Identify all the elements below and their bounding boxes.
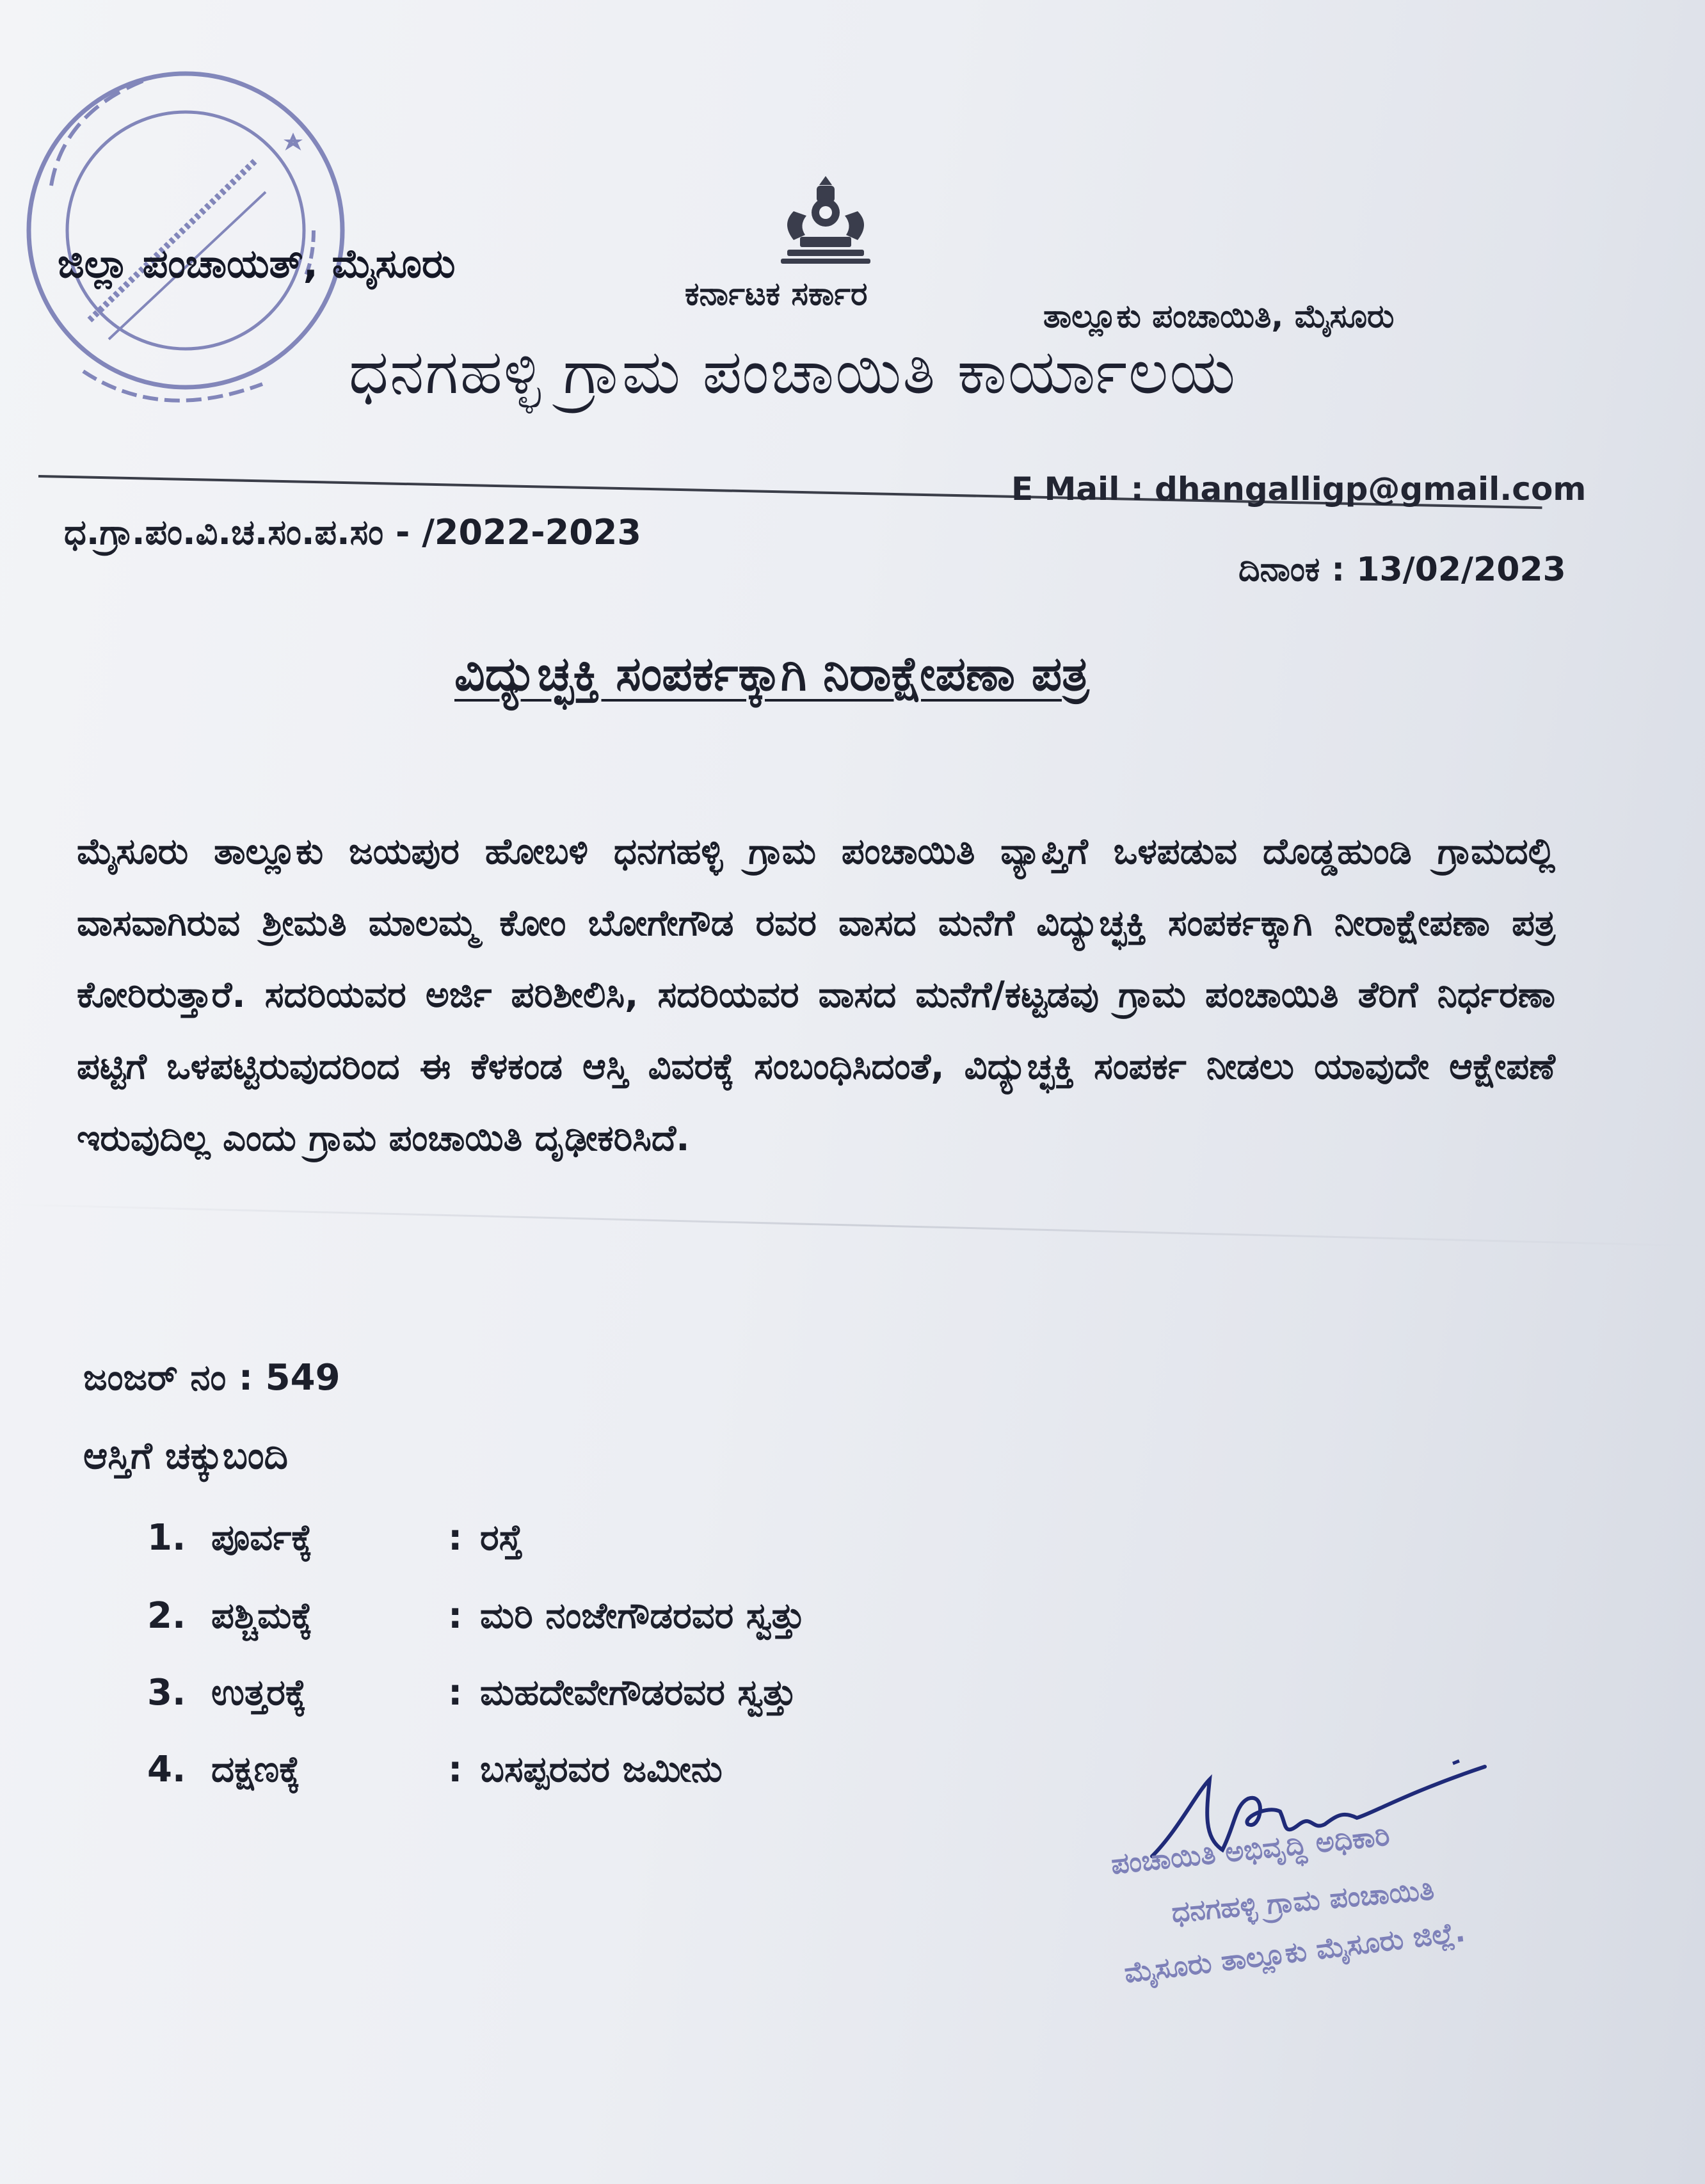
boundary-row-west xyxy=(147,1595,805,1637)
boundary-row-east xyxy=(147,1517,522,1559)
boundaries-title: ಆಸ್ತಿಗೆ ಚಕ್ಕುಬಂದಿ xyxy=(83,1434,288,1477)
zilla-panchayat-heading: ಜಿಲ್ಲಾ ಪಂಚಾಯತ್, ಮೈಸೂರು xyxy=(58,240,456,287)
handwritten-signature xyxy=(1139,1754,1498,1895)
boundary-separator: : xyxy=(448,1672,463,1714)
office-title: ಧನಗಹಳ್ಳಿ ಗ್ರಾಮ ಪಂಚಾಯಿತಿ ಕಾರ್ಯಾಲಯ xyxy=(349,336,1237,408)
boundary-direction: ದಕ್ಷಣಕ್ಕೆ xyxy=(211,1749,300,1790)
letter-date: ದಿನಾಂಕ : 13/02/2023 xyxy=(1238,550,1566,589)
seal-designation: ಪಂಚಾಯಿತಿ ಅಭಿವೃದ್ಧಿ ಅಧಿಕಾರಿ xyxy=(1109,1819,1391,1881)
letter-subject: ವಿದ್ಯುಚ್ಛಕ್ತಿ ಸಂಪರ್ಕಕ್ಕಾಗಿ ನಿರಾಕ್ಷೇಪಣಾ ಪತ್ರ xyxy=(454,646,1089,702)
government-heading: ಕರ್ನಾಟಕ ಸರ್ಕಾರ xyxy=(685,275,868,312)
boundary-value: ಮರಿ ನಂಜೇಗೌಡರವರ ಸ್ವತ್ತು xyxy=(480,1595,805,1637)
seal-office: ಧನಗಹಳ್ಳಿ ಗ್ರಾಮ ಪಂಚಾಯಿತಿ xyxy=(1170,1874,1436,1929)
boundary-separator: : xyxy=(448,1595,463,1637)
boundary-separator: : xyxy=(448,1749,463,1790)
boundary-direction: ಪಶ್ಚಿಮಕ್ಕೆ xyxy=(211,1595,313,1637)
boundary-row-south xyxy=(147,1749,723,1791)
round-office-stamp xyxy=(13,38,358,422)
boundary-direction: ಉತ್ತರಕ್ಕೆ xyxy=(211,1672,307,1714)
boundary-value: ಬಸಪ್ಪರವರ ಜಮೀನು xyxy=(480,1749,723,1790)
boundary-number: 1. xyxy=(147,1517,186,1559)
boundary-separator: : xyxy=(448,1517,463,1559)
office-email: E Mail : dhangalligp@gmail.com xyxy=(1011,470,1587,508)
boundary-direction: ಪೂರ್ವಕ್ಕೆ xyxy=(211,1517,313,1559)
boundary-row-north xyxy=(147,1672,796,1714)
boundary-number: 4. xyxy=(147,1749,186,1790)
seal-location: ಮೈಸೂರು ತಾಲ್ಲೂಕು ಮೈಸೂರು ಜಿಲ್ಲೆ. xyxy=(1122,1915,1468,1990)
taluk-panchayat-heading: ತಾಲ್ಲೂಕು ಪಂಚಾಯಿತಿ, ಮೈಸೂರು xyxy=(1043,298,1395,335)
reference-number: ಧ.ಗ್ರಾ.ಪಂ.ವಿ.ಚ.ಸಂ.ಪ.ಸಂ - /2022-2023 xyxy=(64,512,641,552)
boundary-number: 3. xyxy=(147,1672,186,1714)
property-number: ಜಂಜರ್ ನಂ : 549 xyxy=(83,1357,340,1399)
boundary-number: 2. xyxy=(147,1595,186,1637)
karnataka-emblem-icon xyxy=(774,173,877,269)
letter-body: ಮೈಸೂರು ತಾಲ್ಲೂಕು ಜಯಪುರ ಹೋಬಳಿ ಧನಗಹಳ್ಳಿ ಗ್ರಾಮ ಪಂಚಾಯಿತಿ ವ್ಯಾಪ್ತಿಗೆ ಒಳಪಡುವ ದೊಡ್ಡಹುಂಡಿ ಗ್ರಾಮದಲ್ಲಿ ವಾಸವಾಗಿರುವ ಶ್ರೀಮತಿ ಮಾಲಮ್ಮ ಕೋಂ ಬೋಗೇಗೌಡ ರವರ ವಾಸದ ಮನೆಗೆ ವಿದ್ಯುಚ್ಛಕ್ತಿ ಸಂಪರ್ಕಕ್ಕಾಗಿ ನೀರಾಕ್ಷೇಪಣಾ ಪತ್ರ ಕೋರಿರುತ್ತಾರೆ. ಸದರಿಯವರ ಅರ್ಜಿ ಪರಿಶೀಲಿಸಿ, ಸದರಿಯವರ ವಾಸದ ಮನೆಗೆ/ಕಟ್ಟಡವು ಗ್ರಾಮ ಪಂಚಾಯಿತಿ ತೆರಿಗೆ ನಿರ್ಧರಣಾ ಪಟ್ಟಿಗೆ ಒಳಪಟ್ಟಿರುವುದರಿಂದ ಈ ಕೆಳಕಂಡ ಆಸ್ತಿ ವಿವರಕ್ಕೆ ಸಂಬಂಧಿಸಿದಂತೆ, ವಿದ್ಯುಚ್ಛಕ್ತಿ ಸಂಪರ್ಕ ನೀಡಲು ಯಾವುದೇ ಆಕ್ಷೇಪಣೆ ಇರುವುದಿಲ್ಲ ಎಂದು ಗ್ರಾಮ ಪಂಚಾಯಿತಿ ದೃಢೀಕರಿಸಿದೆ. xyxy=(77,831,1555,1159)
boundary-value: ರಸ್ತೆ xyxy=(480,1517,523,1559)
boundary-value: ಮಹದೇವೇಗೌಡರವರ ಸ್ವತ್ತು xyxy=(480,1672,797,1714)
